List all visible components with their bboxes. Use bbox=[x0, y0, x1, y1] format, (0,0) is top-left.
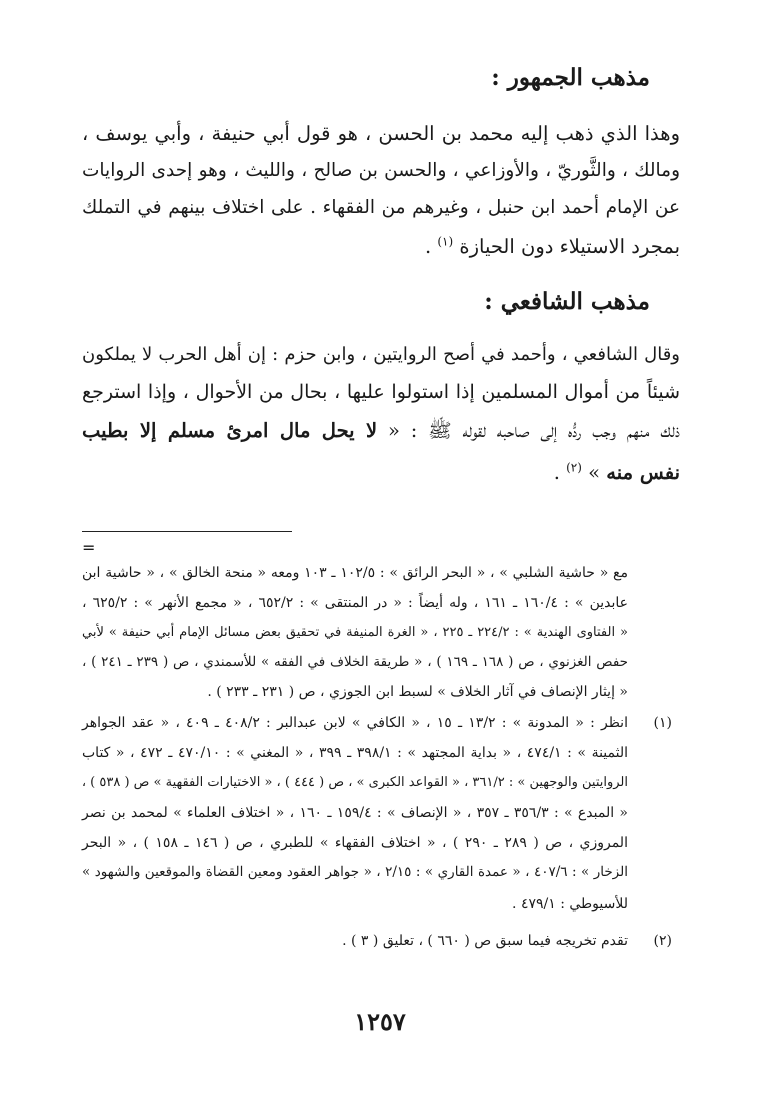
footnote-line: « المبدع » : ٣٥٦/٣ ـ ٣٥٧ ، « الإنصاف » : ١٥٩/٤ ـ ١٦٠ ، « اختلاف العلماء » لمحمد بن نصر bbox=[82, 805, 628, 821]
body-text: بمجرد الاستيلاء دون الحيازة bbox=[459, 235, 680, 258]
body-line: عن الإمام أحمد ابن حنبل ، وغيرهم من الفقهاء . على اختلاف بينهم في التملك bbox=[82, 197, 680, 218]
body-line: وقال الشافعي ، وأحمد في أصح الروايتين ، وابن حزم : إن أهل الحرب لا يملكون bbox=[82, 344, 680, 365]
section-heading-shafii: مذهب الشافعي : bbox=[484, 288, 650, 315]
footnote-ref: (١) bbox=[437, 234, 454, 249]
footnote-line: « الفتاوى الهندية » : ٢٢٤/٢ ـ ٢٢٥ ، « الغرة المنيفة في تحقيق بعض مسائل الإمام أبي حنيفة » لأبي bbox=[82, 625, 628, 640]
sentence-end: . bbox=[553, 461, 567, 484]
body-line-last bbox=[82, 234, 680, 258]
hadith-text: نفس منه bbox=[606, 461, 680, 484]
sentence-end: . bbox=[424, 235, 438, 258]
continuation-mark: = bbox=[82, 538, 96, 557]
page-number: ١٢٥٧ bbox=[354, 1007, 406, 1036]
footnote-separator bbox=[82, 531, 292, 532]
hadith-text: لا يحل مال امرئ مسلم إلا بطيب bbox=[82, 419, 378, 442]
footnote-line: للأسيوطي : ٤٧٩/١ . bbox=[512, 896, 628, 912]
footnote-line: مع « حاشية الشلبي » ، « البحر الرائق » : ١٠٢/٥ ـ ١٠٣ ومعه « منحة الخالق » ، « حاشية ابن bbox=[82, 565, 628, 581]
section-heading-jumhur: مذهب الجمهور : bbox=[491, 64, 650, 91]
footnote-line: عابدين » : ١٦٠/٤ ـ ١٦١ ، وله أيضاً : « در المنتقى » : ٦٥٢/٢ ، « مجمع الأنهر » : ٦٢٥/٢ ، bbox=[82, 595, 628, 611]
footnote-line: الثمينة » : ٤٧٤/١ ، « بداية المجتهد » : ٣٩٨/١ ـ ٣٩٩ ، « المغني » : ٤٧٠/١٠ ـ ٤٧٢ ، « كتاب bbox=[82, 745, 628, 761]
footnote-line: الزخار » : ٤٠٧/٦ ، « عمدة القاري » : ٢/١٥ ، « جواهر العقود ومعين القضاة والموقعين والشهود » bbox=[82, 864, 628, 880]
body-line: وهذا الذي ذهب إليه محمد بن الحسن ، هو قول أبي حنيفة ، وأبي يوسف ، bbox=[82, 122, 680, 145]
footnote-ref: (٢) bbox=[566, 460, 582, 475]
footnote-line: تقدم تخريجه فيما سبق ص ( ٦٦٠ ) ، تعليق ( ٣ ) . bbox=[342, 933, 628, 949]
body-line-hadith bbox=[82, 421, 680, 441]
quote-close: » bbox=[588, 461, 607, 484]
body-line: ومالك ، والثَّوريّ ، والأوزاعي ، والحسن بن صالح ، والليث ، وهو إحدى الروايات bbox=[82, 160, 680, 181]
body-line-last bbox=[82, 460, 680, 484]
footnote-number: (١) bbox=[653, 715, 672, 731]
footnote-line: « إيثار الإنصاف في آثار الخلاف » لسبط ابن الجوزي ، ص ( ٢٣١ ـ ٢٣٣ ) . bbox=[207, 684, 628, 700]
footnote-line: الروايتين والوجهين » : ٣٦١/٢ ، « القواعد الكبرى » ، ص ( ٤٤٤ ) ، « الاختيارات الفقهية » ص ( ٥٣٨ ) ، bbox=[81, 775, 628, 790]
footnote-line: المروزي ، ص ( ٢٨٩ ـ ٢٩٠ ) ، « اختلاف الفقهاء » للطبري ، ص ( ١٤٦ ـ ١٥٨ ) ، « البحر bbox=[82, 835, 628, 851]
footnote-line: انظر : « المدونة » : ١٣/٢ ـ ١٥ ، « الكافي » لابن عبدالبر : ٤٠٨/٢ ـ ٤٠٩ ، « عقد الجواهر bbox=[82, 715, 628, 731]
footnote-number: (٢) bbox=[653, 933, 672, 949]
footnote-line: حفص الغزنوي ، ص ( ١٦٨ ـ ١٦٩ ) ، « طريقة الخلاف في الفقه » للأسمندي ، ص ( ٢٣٩ ـ ٢٤١ ) ، bbox=[82, 654, 628, 670]
body-line: شيئاً من أموال المسلمين إذا استولوا عليها ، بحال من الأحوال ، وإذا استرجع bbox=[82, 381, 680, 403]
body-text: ذلك منهم وجب ردُّه إلى صاحبه لقوله ﷺ : « bbox=[377, 419, 680, 442]
